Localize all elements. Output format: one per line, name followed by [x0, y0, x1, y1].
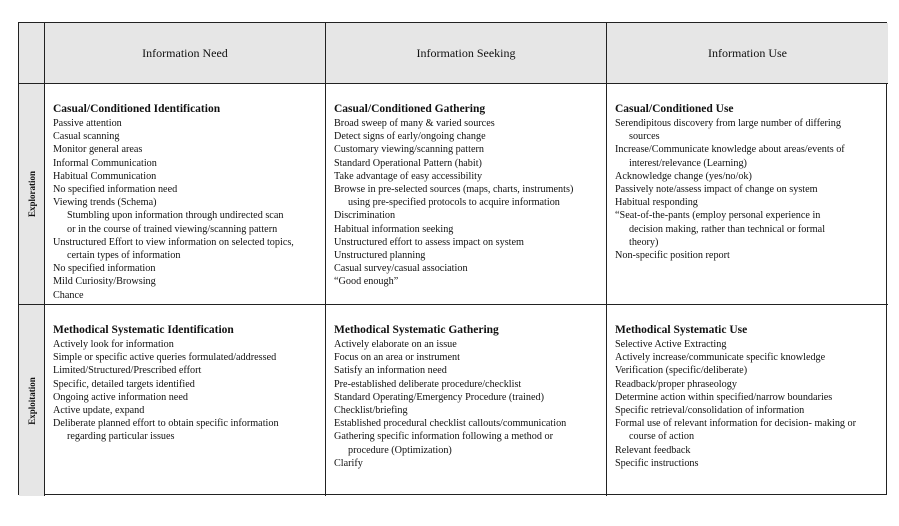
list-item: Relevant feedback: [615, 444, 691, 456]
list-item: Passive attention: [53, 118, 122, 129]
list-item: using pre-specified protocols to acquire information: [348, 197, 560, 209]
list-item: “Good enough”: [334, 276, 399, 288]
list-item: Satisfy an information need: [334, 365, 447, 377]
list-item: Casual scanning: [53, 131, 120, 143]
list-item: Discrimination: [334, 210, 396, 222]
list-item: Detect signs of early/ongoing change: [334, 131, 486, 143]
list-item: “Seat-of-the-pants (employ personal experience in: [615, 210, 821, 222]
list-item: Unstructured Effort to view information on selected topics,: [53, 236, 294, 248]
cell-exploitation-need: [45, 305, 326, 496]
header-corner-cell: [19, 23, 45, 84]
list-item: Ongoing active information need: [53, 391, 188, 403]
list-item: Increase/Communicate knowledge about areas/events of: [615, 144, 845, 156]
list-item: Serendipitous discovery from large number of differing: [615, 118, 841, 129]
row-label-exploration: [19, 84, 45, 305]
list-item: Active update, expand: [53, 405, 145, 417]
header-information-use: Information Use: [607, 23, 888, 84]
cell-title: Methodical Systematic Use: [615, 324, 748, 336]
list-item: Verification (specific/deliberate): [615, 365, 748, 377]
header-information-need: Information Need: [45, 23, 326, 84]
cell-title: Casual/Conditioned Identification: [53, 103, 221, 115]
list-item: Specific, detailed targets identified: [53, 378, 195, 390]
list-item: Monitor general areas: [53, 144, 143, 156]
cell-title: Methodical Systematic Gathering: [334, 324, 499, 336]
list-item: Formal use of relevant information for decision- making or: [615, 418, 857, 430]
list-item: Clarify: [334, 457, 363, 469]
cell-exploitation-seeking: [326, 305, 607, 496]
cell-exploration-seeking: [326, 84, 607, 305]
cell-title: Casual/Conditioned Use: [615, 103, 734, 115]
list-item: interest/relevance (Learning): [629, 157, 747, 169]
information-behavior-table: [18, 22, 887, 495]
list-item: Customary viewing/scanning pattern: [334, 144, 484, 156]
row-label-exploitation-text: Exploitation: [26, 376, 37, 425]
list-item: No specified information: [53, 263, 156, 275]
list-item: Limited/Structured/Prescribed effort: [53, 365, 202, 377]
list-item: Chance: [53, 289, 84, 301]
list-item: Deliberate planned effort to obtain specific information: [53, 418, 279, 430]
list-item: Habitual responding: [615, 197, 698, 209]
list-item: Unstructured planning: [334, 250, 426, 262]
list-item: No specified information need: [53, 184, 178, 196]
list-item: Actively elaborate on an issue: [334, 339, 457, 350]
list-item: sources: [629, 131, 660, 143]
row-label-exploitation: [19, 305, 45, 496]
list-item: Standard Operating/Emergency Procedure (trained): [334, 391, 544, 403]
list-item: Specific retrieval/consolidation of information: [615, 405, 805, 417]
list-item: Habitual information seeking: [334, 223, 454, 235]
list-item: Stumbling upon information through undirected scan: [67, 210, 284, 222]
list-item: Established procedural checklist callouts/communication: [334, 418, 567, 430]
list-item: theory): [629, 236, 659, 248]
list-item: course of action: [629, 431, 695, 443]
cell-title: Methodical Systematic Identification: [53, 324, 234, 336]
list-item: or in the course of trained viewing/scanning pattern: [67, 223, 278, 235]
list-item: Non-specific position report: [615, 250, 730, 262]
list-item: Standard Operational Pattern (habit): [334, 157, 482, 169]
list-item: Simple or specific active queries formulated/addressed: [53, 352, 277, 364]
cell-exploitation-use: [607, 305, 888, 496]
list-item: decision making, rather than technical or formal: [629, 223, 826, 235]
cell-exploration-need: [45, 84, 326, 305]
list-item: Pre-established deliberate procedure/checklist: [334, 378, 522, 390]
row-label-exploration-text: Exploration: [26, 170, 37, 218]
list-item: Actively look for information: [53, 339, 174, 350]
cell-exploration-use: [607, 84, 888, 305]
list-item: Selective Active Extracting: [615, 339, 727, 350]
list-item: Mild Curiosity/Browsing: [53, 276, 156, 288]
list-item: Browse in pre-selected sources (maps, charts, instruments): [334, 184, 574, 196]
list-item: Specific instructions: [615, 457, 699, 469]
list-item: Viewing trends (Schema): [53, 197, 157, 209]
list-item: Take advantage of easy accessibility: [334, 170, 483, 182]
list-item: certain types of information: [67, 250, 181, 262]
list-item: Checklist/briefing: [334, 405, 408, 417]
list-item: Broad sweep of many & varied sources: [334, 118, 495, 129]
list-item: Casual survey/casual association: [334, 263, 468, 275]
list-item: Informal Communication: [53, 157, 157, 169]
list-item: Unstructured effort to assess impact on system: [334, 236, 524, 248]
list-item: regarding particular issues: [67, 431, 175, 443]
header-information-seeking: Information Seeking: [326, 23, 607, 84]
list-item: Actively increase/communicate specific knowledge: [615, 352, 826, 364]
list-item: Passively note/assess impact of change on system: [615, 184, 818, 196]
list-item: Acknowledge change (yes/no/ok): [615, 170, 752, 182]
list-item: Gathering specific information following a method or: [334, 431, 553, 443]
list-item: Determine action within specified/narrow boundaries: [615, 391, 833, 403]
list-item: Focus on an area or instrument: [334, 352, 460, 364]
list-item: Habitual Communication: [53, 170, 157, 182]
list-item: Readback/proper phraseology: [615, 378, 737, 390]
list-item: procedure (Optimization): [348, 444, 452, 456]
cell-title: Casual/Conditioned Gathering: [334, 103, 486, 115]
